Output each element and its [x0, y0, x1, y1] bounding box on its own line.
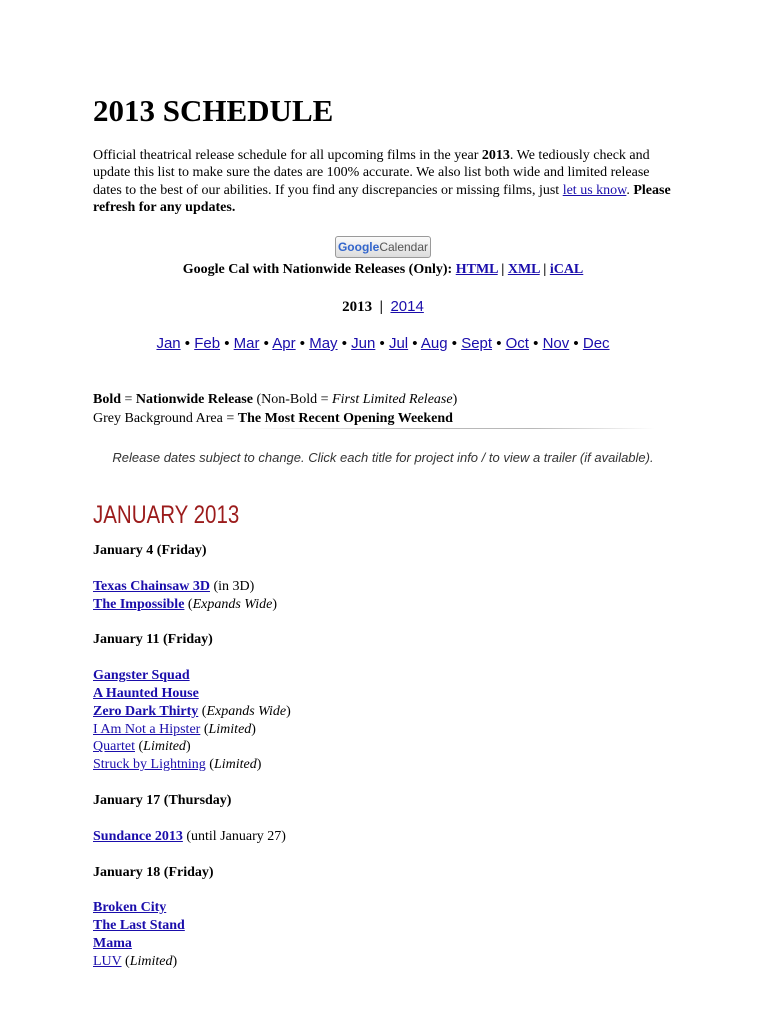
month-separator: •	[220, 335, 234, 352]
legend-bold-word: Bold	[93, 392, 122, 407]
film-note-paren: (	[200, 721, 209, 737]
release-listing	[93, 542, 673, 989]
legend-recent-weekend: The Most Recent Opening Weekend	[237, 411, 453, 426]
list-item	[93, 756, 673, 774]
film-note-paren: )	[272, 596, 277, 612]
legend-equals: =	[121, 392, 136, 407]
film-title-link[interactable]: Texas Chainsaw 3D	[93, 578, 210, 594]
release-date-heading: January 17 (Thursday)	[93, 792, 232, 808]
legend-line-1	[93, 390, 673, 409]
film-title-link[interactable]: Mama	[93, 935, 132, 951]
month-link-mar[interactable]: Mar	[233, 335, 260, 352]
google-cal-label: Google Cal with Nationwide Releases (Only):	[182, 262, 456, 277]
film-title-link[interactable]: Struck by Lightning	[93, 757, 206, 773]
google-calendar-button[interactable]	[335, 236, 431, 258]
intro-text-2: . We tediously check and update this list to make sure the dates are 100% accurate. We also list both wide and limited release dates to the best of our abilities. If you find any discrepancies or missing films, just	[93, 148, 650, 198]
month-separator: •	[492, 335, 506, 352]
month-link-dec[interactable]: Dec	[582, 335, 610, 352]
film-title-link[interactable]: Sundance 2013	[93, 828, 183, 844]
film-note-paren: )	[251, 721, 256, 737]
film-note: Limited	[213, 757, 257, 773]
year-link-2014[interactable]: 2014	[390, 298, 424, 315]
month-separator: •	[259, 335, 273, 352]
month-link-nov[interactable]: Nov	[542, 335, 570, 352]
release-date-heading: January 18 (Friday)	[93, 864, 214, 880]
list-item	[93, 738, 673, 756]
intro-text-1: Official theatrical release schedule for all upcoming films in the year	[93, 148, 482, 163]
film-title-link[interactable]: Quartet	[93, 739, 135, 755]
film-title-link[interactable]: Broken City	[93, 900, 167, 916]
intro-text-3: .	[626, 182, 634, 198]
google-calendar-button-word2: Calendar	[379, 240, 429, 254]
film-title-link[interactable]: I Am Not a Hipster	[93, 721, 201, 737]
year-current: 2013	[342, 299, 373, 315]
legend-grey-area: Grey Background Area	[93, 411, 223, 426]
film-title-link[interactable]: Gangster Squad	[93, 668, 190, 684]
legend	[93, 390, 673, 428]
google-cal-links	[93, 261, 673, 278]
gcal-ical-link[interactable]: iCAL	[549, 262, 584, 277]
film-note-paren: (	[184, 596, 193, 612]
release-date-heading: January 4 (Friday)	[93, 543, 207, 558]
film-note: Limited	[129, 953, 173, 969]
film-note-paren: (	[121, 953, 130, 969]
gcal-sep: |	[539, 262, 550, 277]
list-item	[93, 899, 673, 917]
month-separator: •	[569, 335, 583, 352]
month-nav	[93, 335, 673, 353]
list-item	[93, 596, 673, 614]
month-separator: •	[528, 335, 543, 352]
legend-line-2	[93, 409, 673, 428]
film-title-link[interactable]: The Impossible	[93, 596, 185, 612]
film-note: Limited	[208, 721, 252, 737]
page-title: 2013 SCHEDULE	[93, 93, 334, 128]
film-title-link[interactable]: Zero Dark Thirty	[93, 703, 199, 719]
film-note-paren: (	[198, 703, 207, 719]
month-link-jan[interactable]: Jan	[156, 335, 181, 352]
film-note-paren: )	[172, 953, 178, 969]
film-note: Limited	[143, 739, 186, 755]
list-item	[93, 953, 673, 971]
film-list	[93, 578, 673, 614]
film-title-link[interactable]: The Last Stand	[93, 918, 185, 934]
month-link-may[interactable]: May	[309, 335, 338, 352]
month-separator: •	[180, 335, 195, 352]
legend-paren-close: )	[452, 392, 458, 407]
month-link-sept[interactable]: Sept	[461, 335, 493, 352]
legend-divider	[250, 428, 655, 429]
year-sep: |	[372, 299, 391, 315]
legend-paren-open: (Non-Bold =	[252, 392, 333, 407]
list-item	[93, 703, 673, 721]
release-date-heading: January 11 (Friday)	[93, 632, 213, 648]
film-list	[93, 667, 673, 774]
film-title-link[interactable]: A Haunted House	[93, 685, 199, 701]
list-item	[93, 667, 673, 685]
intro-year: 2013	[481, 148, 510, 163]
film-note-paren: )	[256, 757, 262, 773]
list-item	[93, 578, 673, 596]
month-link-oct[interactable]: Oct	[505, 335, 529, 352]
refresh-note: Please refresh for any updates.	[93, 182, 671, 216]
month-separator: •	[295, 335, 310, 352]
month-separator: •	[408, 335, 421, 352]
film-list	[93, 828, 673, 846]
month-separator: •	[375, 335, 389, 352]
list-item	[93, 935, 673, 953]
month-separator: •	[447, 335, 462, 352]
list-item	[93, 721, 673, 739]
film-note-paren: )	[286, 703, 291, 719]
google-calendar-button-word1: Google	[337, 240, 380, 254]
gcal-html-link[interactable]: HTML	[455, 262, 498, 277]
legend-first-limited: First Limited Release	[332, 392, 453, 407]
film-list	[93, 899, 673, 970]
gcal-xml-link[interactable]: XML	[507, 262, 540, 277]
film-note: (until January 27)	[182, 828, 286, 844]
film-title-link[interactable]: LUV	[93, 953, 122, 969]
list-item	[93, 685, 673, 703]
intro-paragraph	[93, 147, 673, 217]
month-link-jul[interactable]: Jul	[388, 335, 409, 352]
film-note: Expands Wide	[192, 596, 273, 612]
film-note: (in 3D)	[209, 578, 255, 594]
list-item	[93, 917, 673, 935]
month-link-apr[interactable]: Apr	[272, 335, 296, 352]
google-calendar-button-wrap	[93, 236, 673, 258]
legend-equals-2: =	[222, 411, 238, 426]
film-note: Expands Wide	[206, 703, 287, 719]
legend-nationwide: Nationwide Release	[135, 392, 253, 407]
list-item	[93, 828, 673, 846]
month-heading-january: JANUARY 2013	[93, 501, 240, 529]
month-link-jun[interactable]: Jun	[351, 335, 376, 352]
gcal-sep: |	[497, 262, 508, 277]
film-note-paren: (	[134, 739, 144, 755]
release-dates-note: Release dates subject to change. Click each title for project info / to view a trailer (if available).	[112, 450, 654, 465]
let-us-know-link[interactable]: let us know	[562, 182, 627, 198]
year-selector	[93, 298, 673, 316]
film-note-paren: (	[205, 757, 214, 773]
month-link-aug[interactable]: Aug	[420, 335, 448, 352]
month-separator: •	[337, 335, 352, 352]
film-note-paren: )	[185, 739, 191, 755]
month-link-feb[interactable]: Feb	[194, 335, 221, 352]
